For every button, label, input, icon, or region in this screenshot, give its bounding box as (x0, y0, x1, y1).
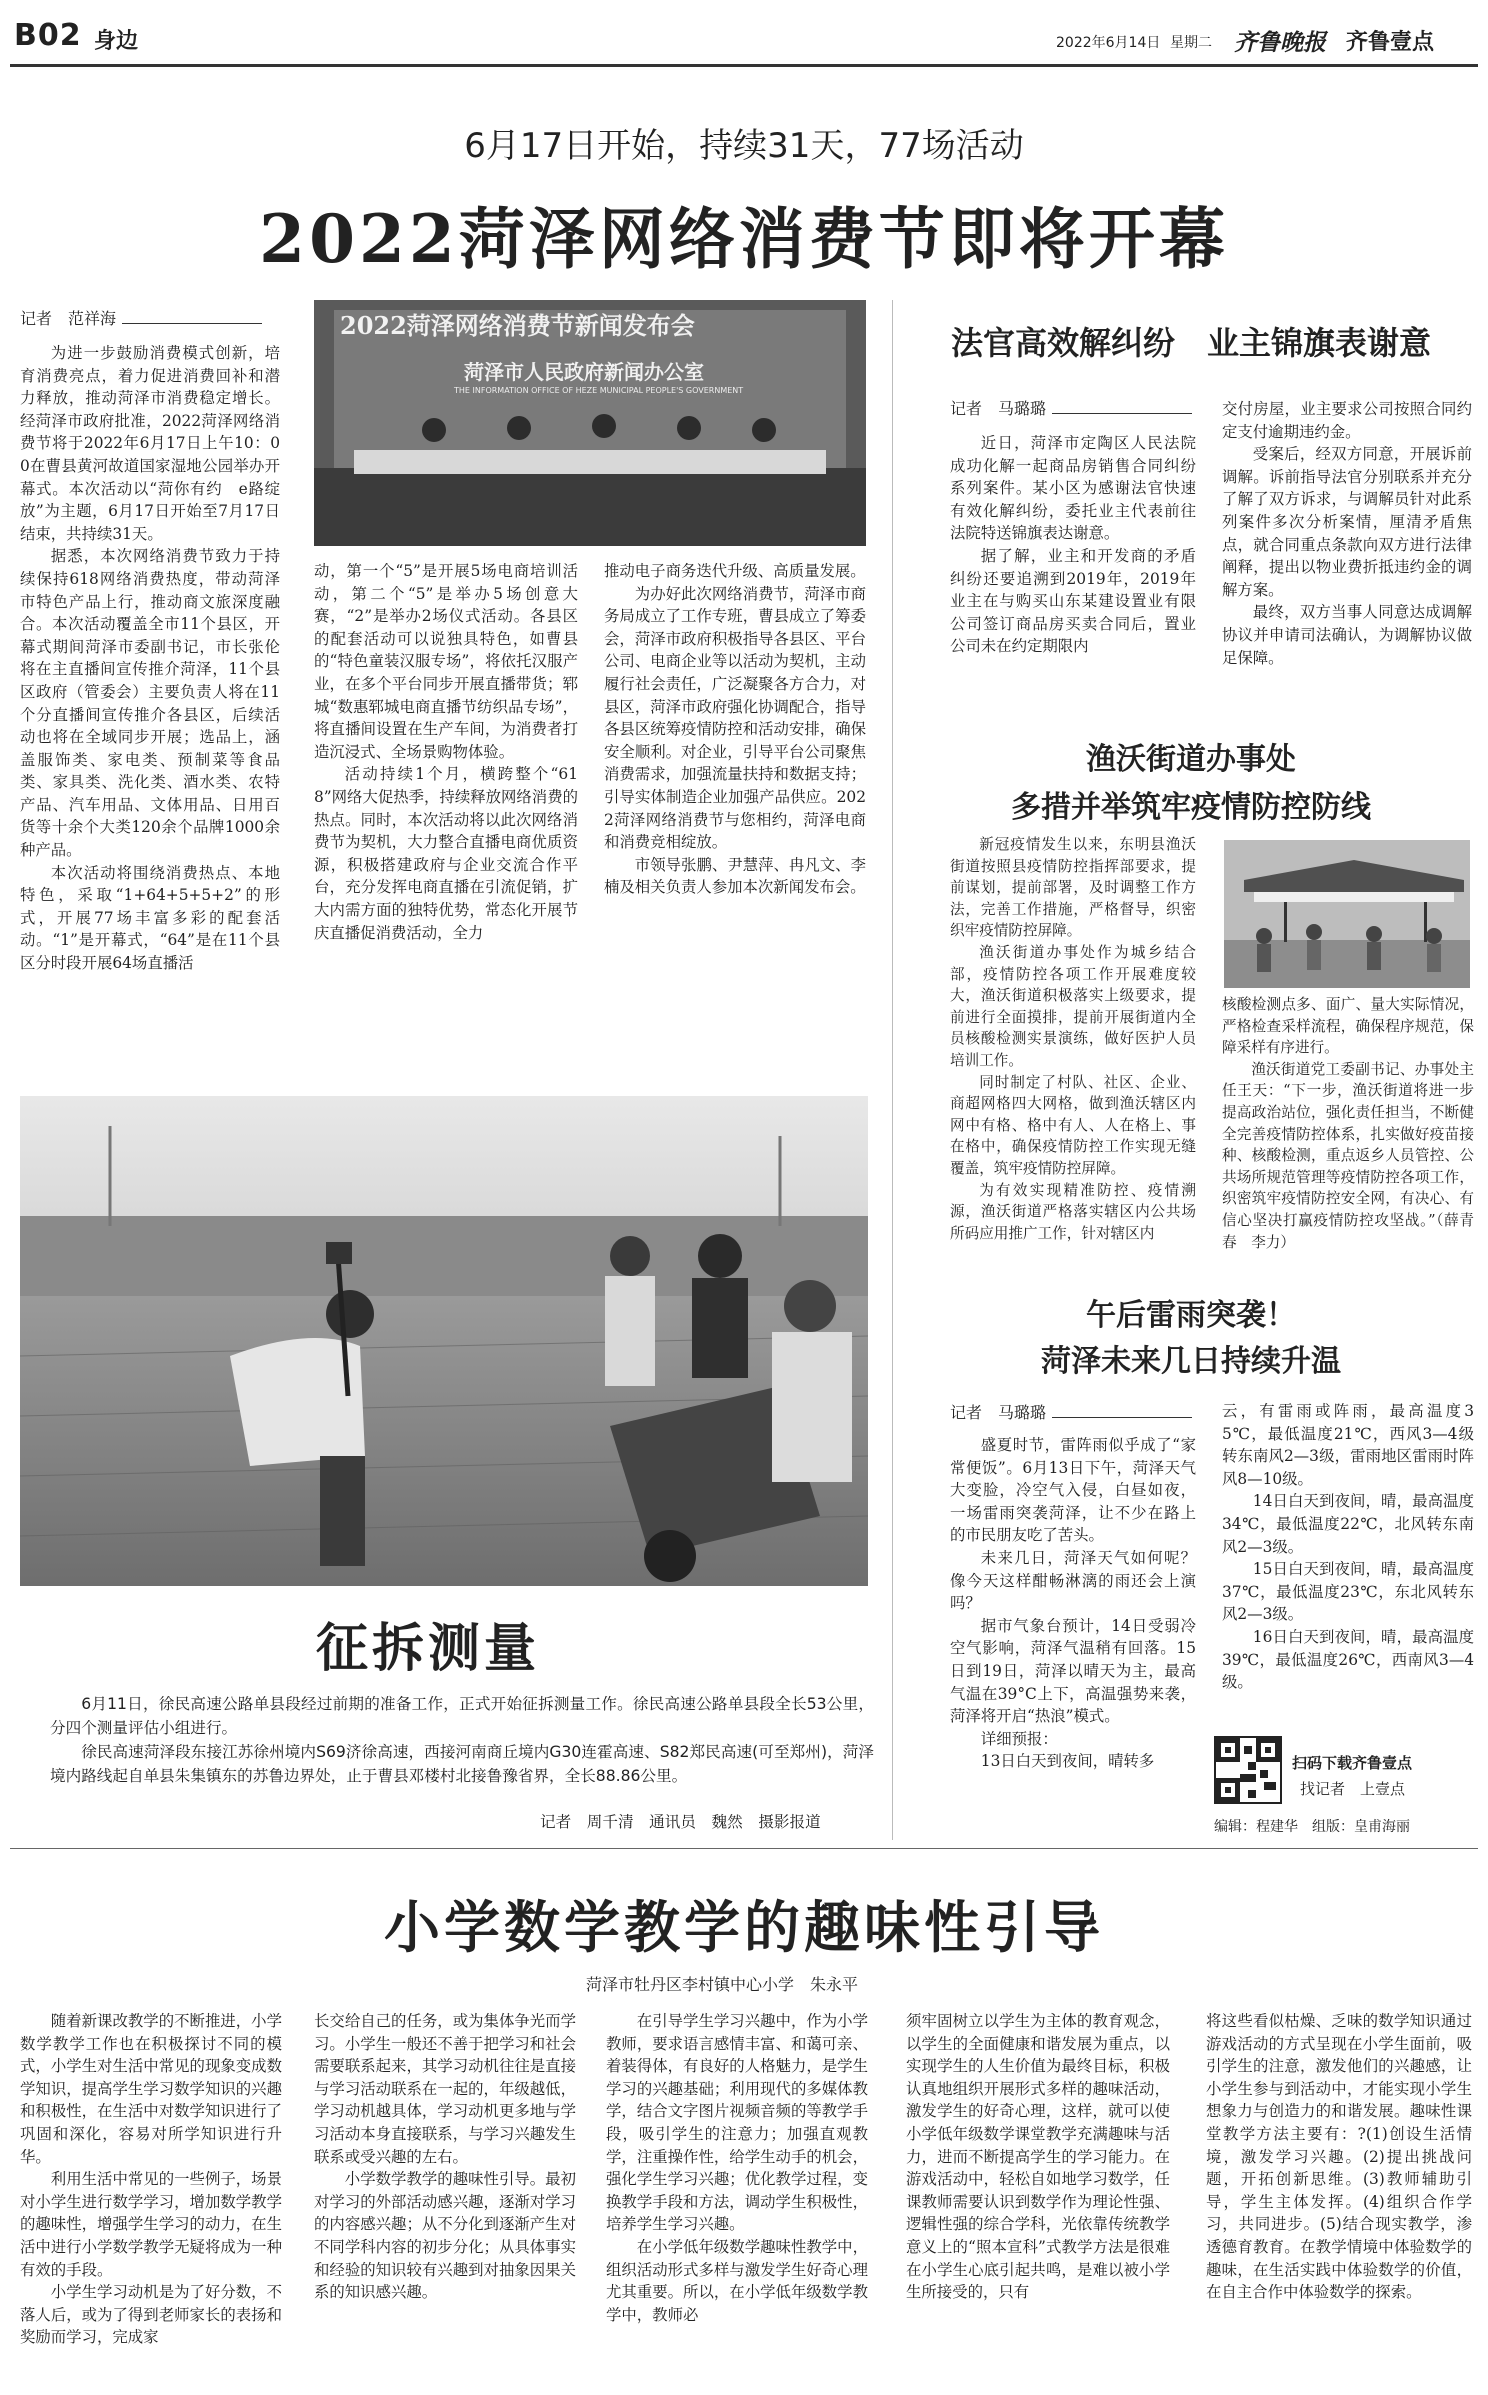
main-byline-text: 记者 范祥海 (20, 309, 117, 328)
main-article-byline (20, 306, 262, 329)
main-paragraph: 为进一步鼓励消费模式创新，培育消费亮点，着力促进消费回补和潜力释放，推动菏泽市消费稳定增长。经菏泽市政府批准，2022菏泽网络消费节将于2022年6月17日上午10：00在曹县黄河故道国家湿地公园举办开幕式。本次活动以“菏你有约 e路绽放”为主题，6月17日开始至7月17日结束，共持续31天。 (20, 344, 280, 543)
judge-paragraph: 交付房屋，业主要求公司按照合同约定支付逾期违约金。 (1222, 400, 1472, 441)
yuwo-article-title-2: 多措并举筑牢疫情防控防线 (1011, 790, 1371, 825)
math-article-col-4 (906, 2010, 1170, 2386)
weather-paragraph: 盛夏时节，雷阵雨似乎成了“家常便饭”。6月13日下午，菏泽天气大变脸，冷空气入侵，白昼如夜，一场雷雨突袭菏泽，让不少在路上的市民朋友吃了苦头。 (950, 1436, 1196, 1545)
math-paragraph: 将这些看似枯燥、乏味的数学知识通过游戏活动的方式呈现在小学生面前，吸引学生的注意，激发他们的兴趣感，让小学生参与到活动中，才能实现小学生想象力与创造力的和谐发展。趣味性课堂教学方法主要有：?(1)创设生活情境，激发学习兴趣。(2)提出挑战问题，开拓创新思维。(3)教师辅助引导，学生主体发挥。(4)组织合作学习，共同进步。(5)结合现实教学，渗透德育教育。在教学情境中体验数学的趣味，在生活实践中体验数学的价值，在自主合作中体验数学的探索。 (1206, 2012, 1472, 2302)
judge-paragraph: 最终，双方当事人同意达成调解协议并申请司法确认，为调解协议做足保障。 (1222, 603, 1472, 667)
brand-logo-qilu-yidian: 齐鲁壹点 (1346, 30, 1435, 55)
page-code: B02 (14, 18, 82, 53)
weather-article-title-1: 午后雷雨突袭！ (1086, 1298, 1296, 1333)
section-name: 身边 (94, 29, 139, 54)
yuwo-paragraph: 同时制定了村队、社区、企业、商超网格四大网格，做到渔沃辖区内网中有格、格中有人、人在格上、事在格中，确保疫情防控工作实现无缝覆盖，筑牢疫情防控屏障。 (950, 1073, 1196, 1177)
main-paragraph: 活动持续1个月，横跨整个“618”网络大促热季，持续释放网络消费的热点。同时，本次活动将以此次网络消费节为契机，大力整合直播电商优质资源，积极搭建政府与企业交流合作平台，充分发挥电商直播在引流促销，扩大内需方面的独特优势，常态化开展节庆直播促消费活动，全力 (314, 765, 578, 942)
survey-credit: 记者 周千清 通讯员 魏然 摄影报道 (540, 1813, 821, 1831)
main-article-kicker: 6月17日开始，持续31天，77场活动 (464, 126, 1024, 166)
math-paragraph: 小学数学教学的趣味性引导。最初对学习的外部活动感兴趣，逐渐对学习的内容感兴趣；从不分化到逐渐产生对不同学科内容的初步分化；从具体事实和经验的知识较有兴趣到对抽象因果关系的知识感兴趣。 (314, 2170, 576, 2302)
judge-paragraph: 近日，菏泽市定陶区人民法院成功化解一起商品房销售合同纠纷系列案件。某小区为感谢法官快速有效化解纠纷，委托业主代表前往法院特送锦旗表达谢意。 (950, 434, 1196, 543)
banner-title: 2022菏泽网络消费节新闻发布会 (340, 311, 695, 340)
weather-paragraph: 未来几日，菏泽天气如何呢？像今天这样酣畅淋漓的雨还会上演吗？ (950, 1548, 1196, 1613)
judge-paragraph: 受案后，经双方同意，开展诉前调解。诉前指导法官分别联系并充分了解了双方诉求，与调解员针对此系列案件多次分析案情，厘清矛盾焦点，就合同重点条款向双方进行法律阐释，提出以物业费折抵违约金的调解方案。 (1222, 445, 1472, 599)
issue-weekday: 星期二 (1170, 35, 1212, 51)
main-paragraph: 动，第一个“5”是开展5场电商培训活动，第二个“5”是举办5场创意大赛，“2”是举办2场仪式活动。各县区的配套活动可以说独具特色，如曹县的“特色童装汉服专场”，将依托汉服产业，在多个平台同步开展直播带货；郓城“数惠郓城电商直播节纺织品专场”，将直播间设置在生产车间，为消费者打造沉浸式、全场景购物体验。 (314, 562, 578, 761)
judge-byline-text: 记者 马璐璐 (950, 399, 1047, 418)
editor-credit: 编辑：程建华 组版：皇甫海丽 (1214, 1819, 1410, 1835)
yuwo-paragraph: 核酸检测点多、面广、量大实际情况，严格检查采样流程，确保程序规范，保障采样有序进行。 (1222, 996, 1474, 1057)
math-paragraph: 在小学低年级数学趣味性教学中，组织活动形式多样与激发学生好奇心理尤其重要。所以，在小学低年级数学教学中，教师必 (606, 2237, 868, 2324)
survey-paragraph: 徐民高速菏泽段东接江苏徐州境内S69济徐高速，西接河南商丘境内G30连霍高速、S82郑民高速(可至郑州)，菏泽境内路线起自单县朱集镇东的苏鲁边界处，止于曹县邓楼村北接鲁豫省界，全长88.86公里。 (50, 1743, 874, 1785)
weather-byline-text: 记者 马璐璐 (950, 1403, 1047, 1422)
issue-date: 2022年6月14日 (1056, 35, 1161, 51)
qr-code[interactable] (1214, 1736, 1282, 1804)
math-paragraph: 小学生学习动机是为了好分数，不落人后，或为了得到老师家长的表扬和奖励而学习，完成家 (20, 2283, 282, 2347)
weather-paragraph: 云，有雷雨或阵雨，最高温度35℃，最低温度21℃，西风3—4级转东南风2—3级，雷雨地区雷雨时阵风8—10级。 (1222, 1402, 1474, 1488)
weather-paragraph: 14日白天到夜间，晴，最高温度34℃，最低温度22℃，北风转东南风2—3级。 (1222, 1492, 1474, 1556)
main-article-col-2 (314, 560, 578, 1060)
main-article-col-3 (604, 560, 866, 1060)
weather-paragraph: 详细预报： (980, 1729, 1058, 1748)
header-rule (10, 64, 1478, 67)
weather-article-col-2 (1222, 1400, 1474, 1700)
math-article-title: 小学数学教学的趣味性引导 (384, 1895, 1104, 1961)
survey-paragraph: 6月11日，徐民高速公路单县段经过前期的准备工作，正式开始征拆测量工作。徐民高速公路单县段全长53公里，分四个测量评估小组进行。 (50, 1695, 874, 1737)
banner-organization: 菏泽市人民政府新闻办公室 (464, 360, 704, 384)
press-conference-photo (314, 300, 866, 546)
main-paragraph: 本次活动将围绕消费热点、本地特色，采取“1+64+5+5+2”的形式，开展77场丰富多彩的配套活动。“1”是开幕式，“64”是在11个县区分时段开展64场直播活 (20, 863, 280, 973)
math-article-col-1 (20, 2010, 282, 2386)
main-paragraph: 市领导张鹏、尹慧萍、冉凡文、李楠及相关负责人参加本次新闻发布会。 (604, 855, 866, 897)
main-article-col-1 (20, 342, 280, 1060)
weather-paragraph: 16日白天到夜间，晴，最高温度39℃，最低温度26℃，西南风3—4级。 (1222, 1627, 1474, 1692)
math-paragraph: 在引导学生学习兴趣中，作为小学教师，要求语言感情丰富、和蔼可亲、着装得体，有良好的人格魅力，是学生学习的兴趣基础；利用现代的多媒体教学，结合文字图片视频音频的等教学手段，吸引学生的注意力；加强直观教学，注重操作性，给学生动手的机会，强化学生学习兴趣；优化教学过程，变换教学手段和方法，调动学生积极性，培养学生学习兴趣。 (606, 2012, 868, 2234)
qr-caption-line-1: 扫码下载齐鲁壹点 (1292, 1754, 1413, 1772)
main-paragraph: 推动电子商务迭代升级、高质量发展。 (604, 562, 866, 580)
judge-article-byline (950, 396, 1192, 419)
yuwo-paragraph: 为有效实现精准防控、疫情溯源，渔沃街道严格落实辖区内公共场所码应用推广工作，针对辖区内 (950, 1181, 1196, 1242)
brand-logo-qilu-wanbao: 齐鲁晚报 (1234, 29, 1326, 56)
math-article-author: 菏泽市牡丹区李村镇中心小学 朱永平 (586, 1975, 859, 1994)
weather-paragraph: 据市气象台预计，14日受弱冷空气影响，菏泽气温稍有回落。15日到19日，菏泽以晴天为主，最高气温在39°C上下，高温强势来袭，菏泽将开启“热浪”模式。 (950, 1616, 1196, 1726)
main-article-title: 2022菏泽网络消费节即将开幕 (259, 200, 1229, 278)
testing-site-photo (1224, 840, 1470, 988)
math-article-col-3 (606, 2010, 868, 2386)
survey-title: 征拆测量 (316, 1618, 541, 1679)
banner-organization-en: THE INFORMATION OFFICE OF HEZE MUNICIPAL PEOPLE'S GOVERNMENT (454, 386, 744, 395)
judge-paragraph: 据了解，业主和开发商的矛盾纠纷还要追溯到2019年，2019年业主在与购买山东某建设置业有限公司签订商品房买卖合同后，置业公司未在约定期限内 (950, 546, 1196, 656)
yuwo-article-col-1 (950, 834, 1196, 1270)
judge-article-title: 法官高效解纠纷 业主锦旗表谢意 (950, 324, 1431, 362)
weather-article-col-1 (950, 1434, 1196, 1852)
yuwo-article-title-1: 渔沃街道办事处 (1086, 742, 1296, 777)
qr-caption-line-2: 找记者 上壹点 (1300, 1780, 1406, 1798)
weather-article-title-2: 菏泽未来几日持续升温 (1041, 1344, 1341, 1379)
weather-paragraph: 15日白天到夜间，晴，最高温度37℃，最低温度23℃，东北风转东风2—3级。 (1222, 1560, 1474, 1624)
judge-article-col-2 (1222, 398, 1472, 698)
yuwo-paragraph: 渔沃街道办事处作为城乡结合部，疫情防控各项工作开展难度较大，渔沃街道积极落实上级要求，提前进行全面摸排，提前开展街道内全员核酸检测实景演练，做好医护人员培训工作。 (950, 943, 1196, 1069)
yuwo-paragraph: 渔沃街道党工委副书记、办事处主任王天：“下一步，渔沃街道将进一步提高政治站位，强化责任担当，不断健全完善疫情防控体系，扎实做好疫苗接种、核酸检测，重点返乡人员管控、公共场所规范管理等疫情防控各项工作，织密筑牢疫情防控安全网，有决心、有信心坚决打赢疫情防控攻坚战。”（薛青春 李力） (1222, 1060, 1474, 1251)
math-paragraph: 长交给自己的任务，或为集体争光而学习。小学生一般还不善于把学习和社会需要联系起来，其学习动机往往是直接与学习活动联系在一起的，年级越低，学习动机越具体，学习动机更多地与学习活动本身直接联系，与学习兴趣发生联系或受兴趣的左右。 (314, 2012, 576, 2166)
judge-article-col-1 (950, 432, 1196, 694)
yuwo-article-col-2 (1222, 994, 1474, 1270)
section-divider (10, 1848, 1478, 1849)
survey-photo (20, 1096, 868, 1586)
math-paragraph: 利用生活中常见的一些例子，场景对小学生进行数学学习，增加数学教学的趣味性，增强学生学习的动力，在生活中进行小学数学教学无疑将成为一种有效的手段。 (20, 2170, 282, 2279)
math-article-col-2 (314, 2010, 576, 2386)
weather-paragraph: 13日白天到夜间，晴转多 (980, 1752, 1155, 1771)
column-divider (892, 300, 893, 1840)
math-paragraph: 须牢固树立以学生为主体的教育观念，以学生的全面健康和谐发展为重点，以实现学生的人生价值为最终目标，积极认真地组织开展形式多样的趣味活动，激发学生的好奇心理，这样，就可以使小学低年级数学课堂教学充满趣味与活力，进而不断提高学生的学习能力。在游戏活动中，轻松自如地学习数学，任课教师需要认识到数学作为理论性强、逻辑性强的综合学科，光依靠传统教学意义上的“照本宣科”式教学方法是很难在小学生心底引起共鸣，是难以被小学生所接受的，只有 (906, 2012, 1170, 2302)
main-paragraph: 为办好此次网络消费节，菏泽市商务局成立了工作专班，曹县成立了筹委会，菏泽市政府积极指导各县区、平台公司、电商企业等以活动为契机，主动履行社会责任，广泛凝聚各方合力，对县区，菏泽市政府强化协调配合，指导各县区统筹疫情防控和活动安排，确保安全顺利。对企业，引导平台公司聚焦消费需求，加强流量扶持和数据支持；引导实体制造企业加强产品供应。2022菏泽网络消费节与您相约，菏泽电商和消费竞相绽放。 (604, 584, 866, 852)
main-paragraph: 据悉，本次网络消费节致力于持续保持618网络消费热度，带动菏泽市特色产品上行，推动商文旅深度融合。本次活动覆盖全市11个县区，开幕式期间菏泽市委副书记，市长张伦将在主直播间宣传推介菏泽，11个县区政府（管委会）主要负责人将在11个分直播间宣传推介各县区，后续活动也将在全域同步开展；选品上，涵盖服饰类、家电类、预制菜等食品类、家具类、洗化类、酒水类、农特产品、汽车用品、文体用品、日用百货等十余个大类120余个品牌1000余种产品。 (20, 547, 280, 860)
math-article-col-5 (1206, 2010, 1472, 2386)
yuwo-paragraph: 新冠疫情发生以来，东明县渔沃街道按照县疫情防控指挥部要求，提前谋划，提前部署，及时调整工作方法，完善工作措施，严格督导，织密织牢疫情防控屏障。 (950, 836, 1196, 940)
weather-article-byline (950, 1400, 1192, 1423)
math-paragraph: 随着新课改教学的不断推进，小学数学教学工作也在积极探讨不同的模式，小学生对生活中常见的现象变成数学知识，提高学生学习数学知识的兴趣和积极性，在生活中对数学知识进行了巩固和深化，容易对所学知识进行升华。 (20, 2012, 282, 2166)
